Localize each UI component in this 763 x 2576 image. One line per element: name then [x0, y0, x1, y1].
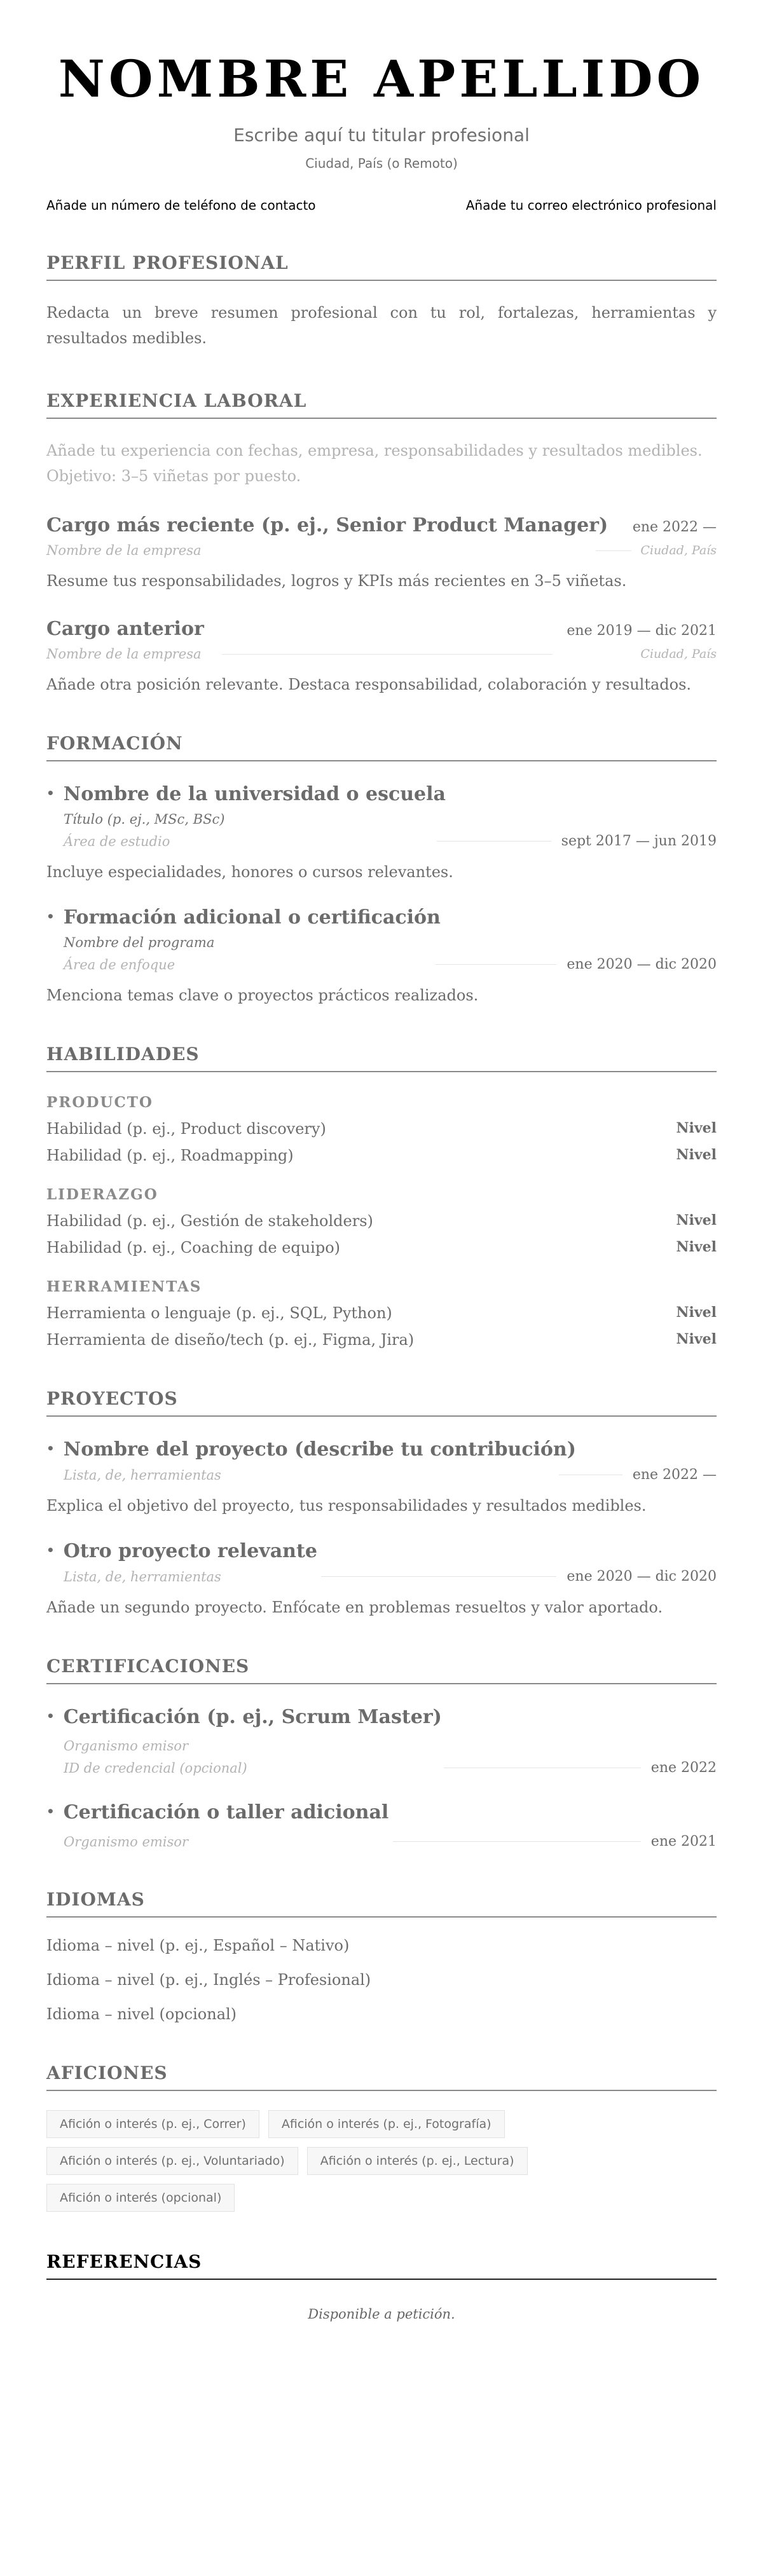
job-title: Cargo anterior [46, 618, 204, 640]
project-description: Explica el objetivo del proyecto, tus responsabilidades y resultados medibles. [46, 1497, 647, 1515]
certification-entry [46, 1801, 717, 1850]
project-name: Otro proyecto relevante [63, 1540, 317, 1562]
project-entry [46, 1438, 717, 1515]
project-entry [46, 1540, 717, 1616]
hobby-chip: Afición o interés (p. ej., Lectura) [307, 2147, 528, 2175]
candidate-name: NOMBRE APELLIDO [58, 49, 705, 109]
project-name: Nombre del proyecto (describe tu contribución) [63, 1438, 576, 1461]
section-title: EXPERIENCIA LABORAL [46, 390, 717, 419]
company: Nombre de la empresa [46, 646, 202, 662]
hobby-chips [46, 2110, 717, 2212]
hobby-chip: Afición o interés (p. ej., Correr) [46, 2110, 259, 2138]
profile-section [46, 252, 717, 351]
divider [393, 1841, 641, 1842]
certification-name: Certificación o taller adicional [63, 1801, 389, 1823]
references-text: Disponible a petición. [308, 2307, 455, 2322]
company: Nombre de la empresa [46, 543, 202, 558]
education-dates: ene 2020 — dic 2020 [567, 957, 717, 972]
bullet-icon: • [46, 1804, 55, 1819]
language-item: Idioma – nivel (p. ej., Español – Nativo) [46, 1937, 350, 1954]
education-description: Incluye especialidades, honores o cursos relevantes. [46, 863, 453, 881]
education-dates: sept 2017 — jun 2019 [561, 833, 717, 849]
language-item: Idioma – nivel (p. ej., Inglés – Profesional) [46, 1971, 371, 1989]
references-section [46, 2251, 717, 2322]
issuer: Organismo emisor [64, 1738, 188, 1754]
section-title: REFERENCIAS [46, 2251, 717, 2280]
skill-row [46, 1331, 717, 1349]
experience-entry [46, 618, 717, 693]
language-item: Idioma – nivel (opcional) [46, 2005, 237, 2023]
education-entry [46, 783, 717, 881]
skill-name: Habilidad (p. ej., Coaching de equipo) [46, 1239, 341, 1257]
skill-group [46, 1278, 717, 1349]
hobbies-section [46, 2062, 717, 2212]
languages-section [46, 1889, 717, 2023]
skill-row [46, 1147, 717, 1164]
bullet-icon: • [46, 1441, 55, 1456]
certification-date: ene 2021 [650, 1834, 717, 1850]
degree: Título (p. ej., MSc, BSc) [64, 812, 225, 827]
skill-group-title: HERRAMIENTAS [46, 1278, 202, 1295]
job-description: Resume tus responsabilidades, logros y KPIs más recientes en 3–5 viñetas. [46, 572, 627, 590]
skill-name: Habilidad (p. ej., Gestión de stakeholders) [46, 1212, 373, 1230]
certification-name: Certificación (p. ej., Scrum Master) [63, 1706, 442, 1728]
education-section [46, 733, 717, 1004]
project-description: Añade un segundo proyecto. Enfócate en problemas resueltos y valor aportado. [46, 1598, 663, 1616]
section-title: CERTIFICACIONES [46, 1656, 717, 1684]
skill-name: Herramienta de diseño/tech (p. ej., Figma, Jira) [46, 1331, 415, 1349]
job-title: Cargo más reciente (p. ej., Senior Product Manager) [46, 514, 608, 536]
divider [321, 1576, 556, 1577]
skill-group [46, 1186, 717, 1257]
skill-row [46, 1212, 717, 1230]
email: Añade tu correo electrónico profesional [465, 198, 717, 213]
skill-group [46, 1094, 717, 1164]
skill-name: Herramienta o lenguaje (p. ej., SQL, Python) [46, 1304, 392, 1322]
project-tools: Lista, de, herramientas [64, 1467, 221, 1483]
skill-row [46, 1120, 717, 1138]
section-title: FORMACIÓN [46, 733, 717, 761]
skill-level: Nivel [676, 1147, 717, 1163]
experience-hint: Añade tu experiencia con fechas, empresa, responsabilidades y resultados medibles. Objetivo: 3–5 viñetas por puesto. [46, 442, 703, 485]
credential-id: ID de credencial (opcional) [64, 1760, 247, 1776]
bullet-icon: • [46, 909, 55, 924]
certification-date: ene 2022 [650, 1760, 717, 1776]
skill-level: Nivel [676, 1120, 717, 1136]
profile-text: Redacta un breve resumen profesional con tu rol, fortalezas, herramientas y resultados medibles. [46, 304, 717, 347]
phone: Añade un número de teléfono de contacto [46, 198, 316, 213]
skill-group-title: LIDERAZGO [46, 1186, 158, 1203]
skill-level: Nivel [676, 1212, 717, 1229]
hobby-chip: Afición o interés (p. ej., Voluntariado) [46, 2147, 298, 2175]
experience-entry [46, 514, 717, 590]
hobby-chip: Afición o interés (p. ej., Fotografía) [268, 2110, 505, 2138]
job-description: Añade otra posición relevante. Destaca responsabilidad, colaboración y resultados. [46, 676, 692, 693]
section-title: PERFIL PROFESIONAL [46, 252, 717, 281]
education-description: Menciona temas clave o proyectos prácticos realizados. [46, 986, 479, 1004]
skill-level: Nivel [676, 1331, 717, 1347]
certification-entry [46, 1706, 717, 1776]
field-of-study: Área de estudio [64, 833, 170, 849]
section-title: AFICIONES [46, 2062, 717, 2091]
job-dates: ene 2019 — dic 2021 [567, 623, 717, 639]
hobby-chip: Afición o interés (opcional) [46, 2184, 235, 2212]
project-dates: ene 2022 — [632, 1467, 717, 1483]
experience-section [46, 390, 717, 693]
skill-row [46, 1239, 717, 1257]
projects-section [46, 1388, 717, 1616]
location: Ciudad, País (o Remoto) [305, 156, 458, 171]
job-location: Ciudad, País [640, 647, 717, 661]
bullet-icon: • [46, 786, 55, 801]
divider [222, 654, 553, 655]
section-title: HABILIDADES [46, 1044, 717, 1072]
certifications-section [46, 1656, 717, 1850]
field-of-study: Área de enfoque [64, 957, 175, 972]
project-tools: Lista, de, herramientas [64, 1569, 221, 1584]
skill-level: Nivel [676, 1239, 717, 1255]
section-title: IDIOMAS [46, 1889, 717, 1918]
contact-row [46, 198, 717, 213]
section-title: PROYECTOS [46, 1388, 717, 1417]
skills-section [46, 1044, 717, 1349]
divider [436, 964, 556, 965]
issuer: Organismo emisor [64, 1834, 188, 1850]
skill-group-title: PRODUCTO [46, 1094, 153, 1111]
education-entry [46, 906, 717, 1004]
divider [596, 550, 631, 551]
skill-row [46, 1304, 717, 1322]
bullet-icon: • [46, 1708, 55, 1724]
job-dates: ene 2022 — [632, 519, 717, 535]
school-name: Nombre de la universidad o escuela [63, 783, 446, 805]
degree: Nombre del programa [64, 935, 215, 950]
skill-level: Nivel [676, 1304, 717, 1321]
skill-name: Habilidad (p. ej., Product discovery) [46, 1120, 326, 1138]
bullet-icon: • [46, 1543, 55, 1558]
school-name: Formación adicional o certificación [63, 906, 441, 929]
divider [437, 841, 551, 842]
job-location: Ciudad, País [640, 543, 717, 557]
skill-name: Habilidad (p. ej., Roadmapping) [46, 1147, 294, 1164]
headline: Escribe aquí tu titular profesional [233, 125, 530, 146]
project-dates: ene 2020 — dic 2020 [567, 1569, 717, 1584]
